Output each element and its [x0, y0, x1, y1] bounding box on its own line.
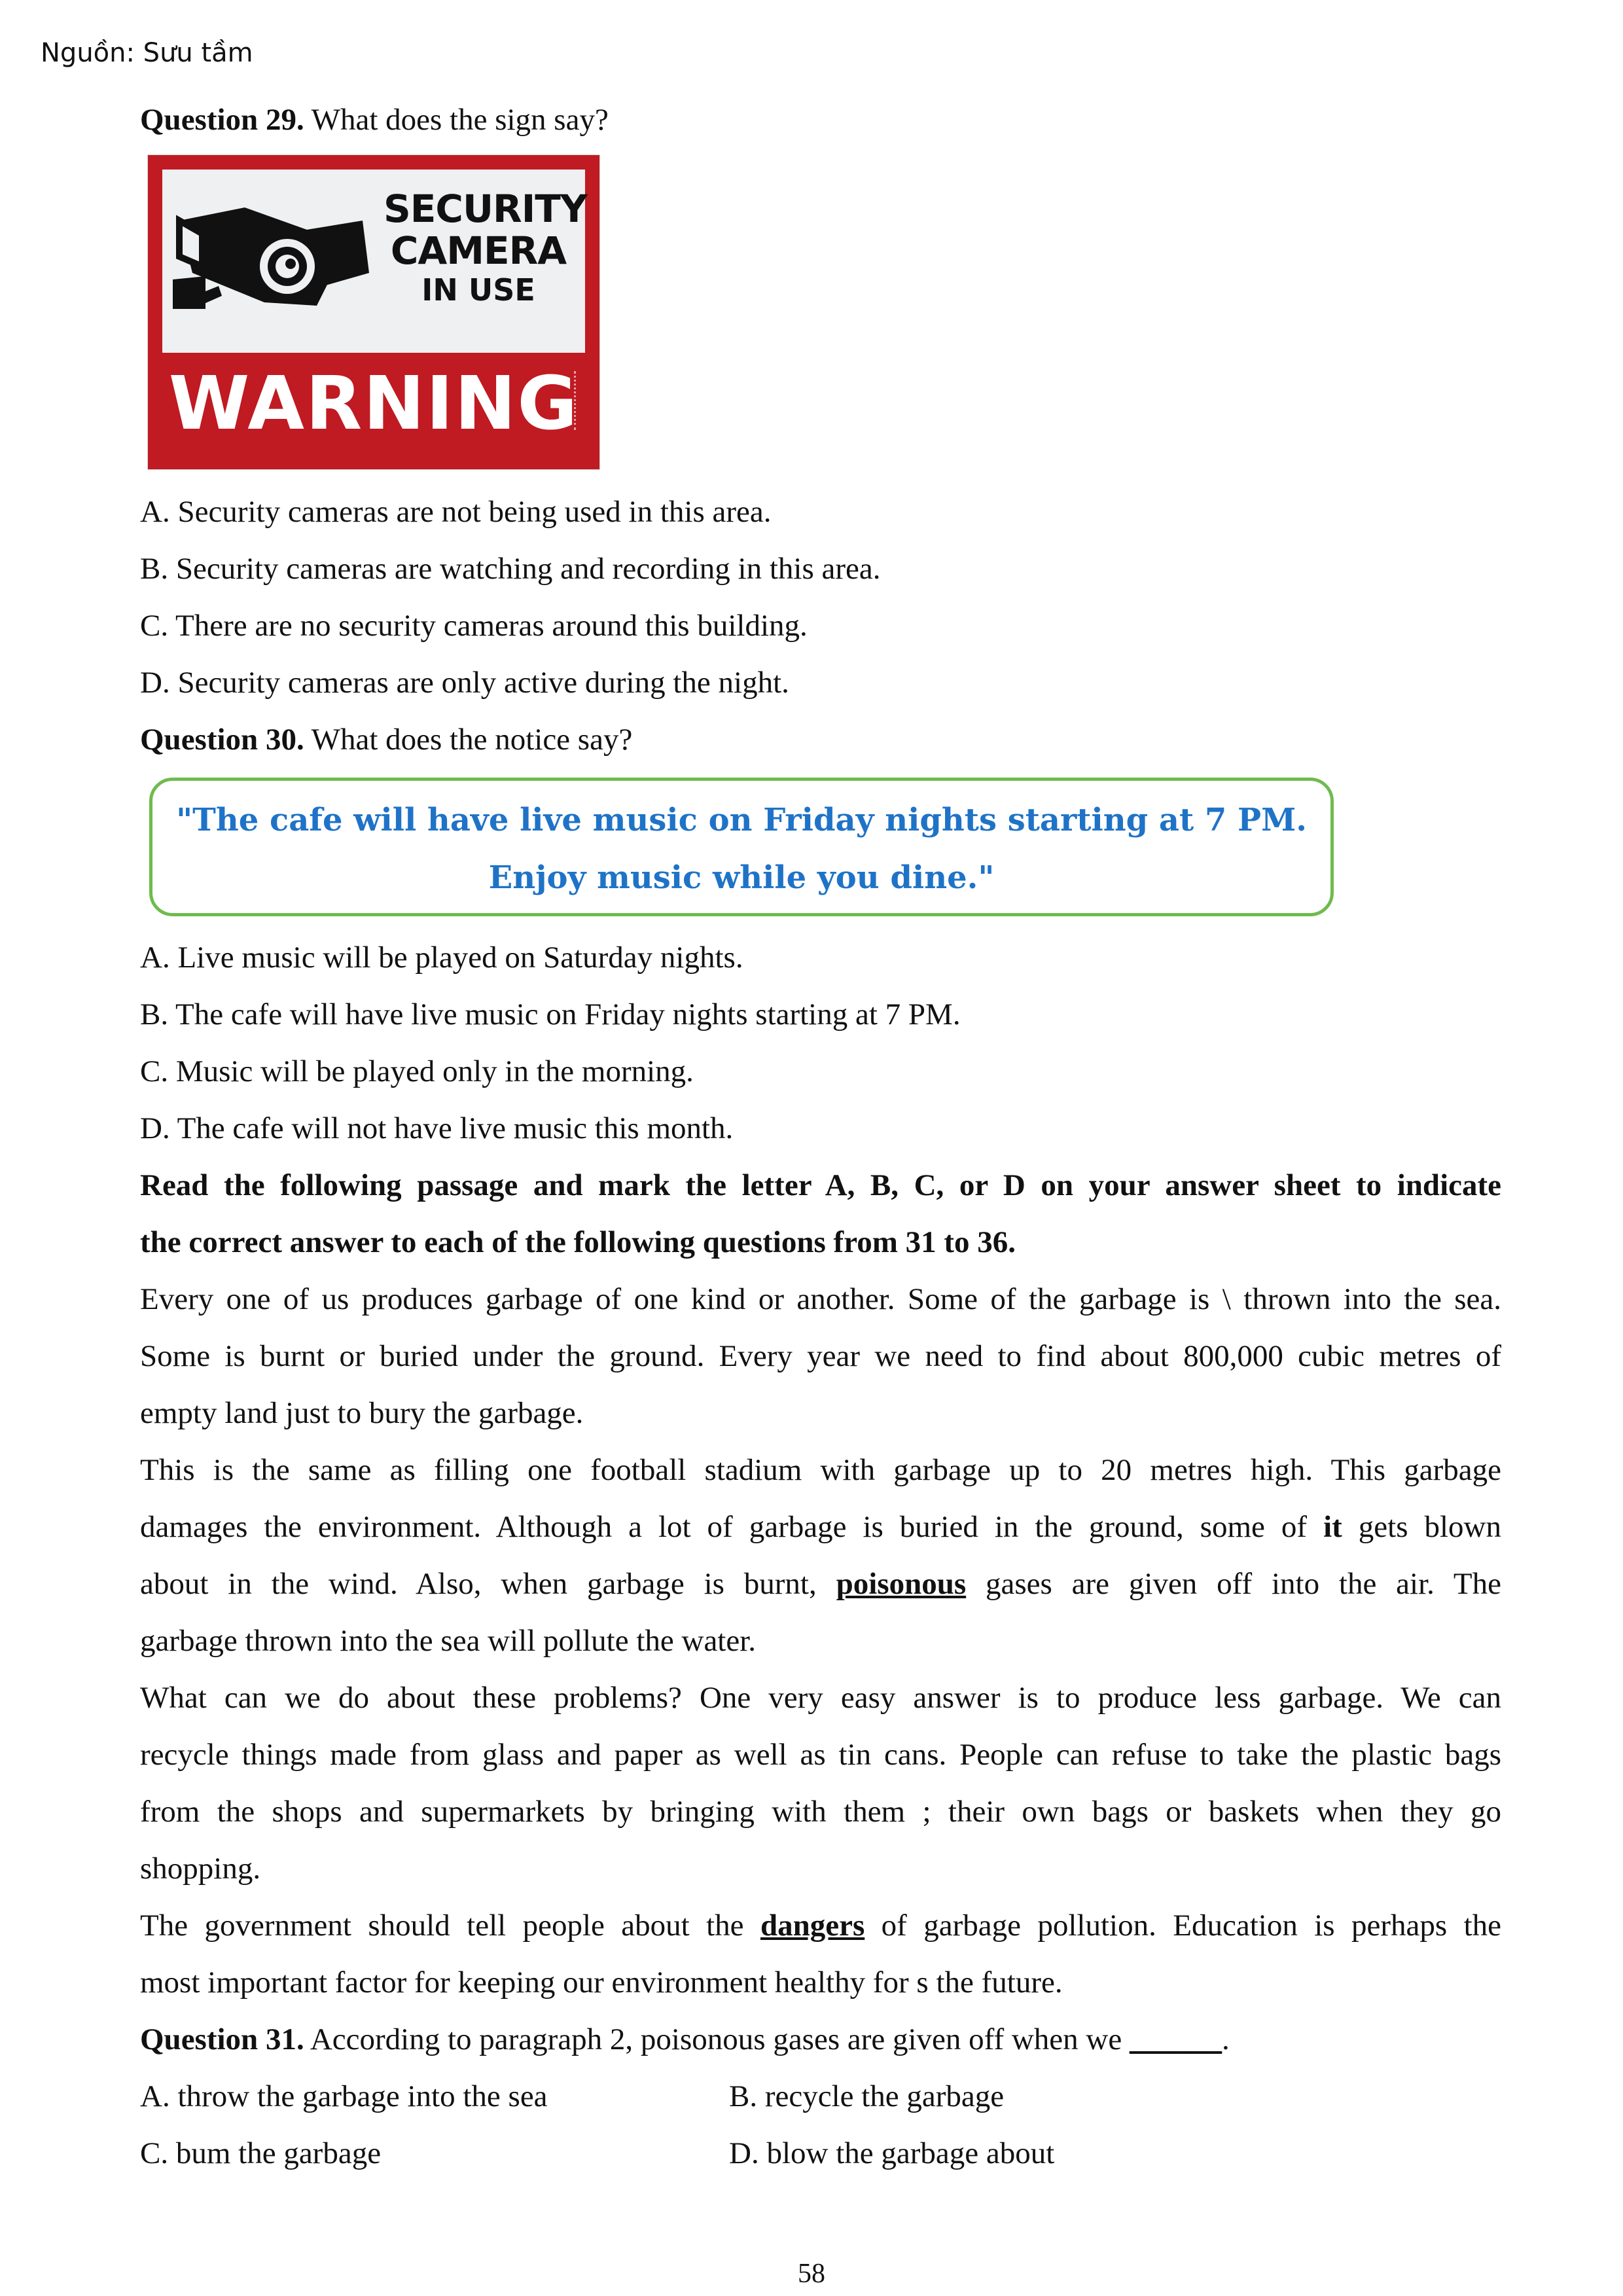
passage-p2-line-2: damages the environment. Although a lot of garbage is buried in the ground, some of it gets blown — [140, 1510, 1501, 1544]
page-content — [140, 92, 1501, 2182]
question-30 — [140, 711, 1501, 768]
question-31-label: Question 31. — [140, 2022, 304, 2056]
passage-p4-line-2: most important factor for keeping our environment healthy for s the future. — [140, 1965, 1063, 2000]
question-29-text: What does the sign say? — [304, 103, 609, 137]
q29-option-d[interactable]: D. Security cameras are only active during the night. — [140, 666, 789, 700]
q29-option-a[interactable]: A. Security cameras are not being used in this area. — [140, 495, 772, 529]
question-29 — [140, 92, 1501, 149]
question-30-label: Question 30. — [140, 723, 304, 757]
sign-line-in-use: IN USE — [421, 272, 535, 308]
passage-p3-line-2: recycle things made from glass and paper as well as tin cans. People can refuse to take the plastic bags — [140, 1738, 1501, 1772]
passage-p3-line-1: What can we do about these problems? One very easy answer is to produce less garbage. We can — [140, 1681, 1501, 1715]
highlight-dangers: dangers — [760, 1909, 865, 1943]
passage-p1-line-1: Every one of us produces garbage of one kind or another. Some of the garbage is \ thrown into the sea. — [140, 1282, 1501, 1316]
page-number: 58 — [798, 2259, 825, 2289]
highlight-poisonous: poisonous — [836, 1567, 967, 1601]
notice-line-1: "The cafe will have live music on Friday nights starting at 7 PM. — [176, 802, 1307, 838]
q29-option-c[interactable]: C. There are no security cameras around this building. — [140, 609, 808, 643]
q31-option-b[interactable]: B. recycle the garbage — [729, 2079, 1005, 2113]
q30-option-d[interactable]: D. The cafe will not have live music this month. — [140, 1111, 734, 1145]
answer-blank: ______ — [1129, 2022, 1222, 2056]
cafe-notice-box — [149, 778, 1334, 916]
passage-p1-line-2: Some is burnt or buried under the ground. Every year we need to find about 800,000 cubic metres of — [140, 1339, 1501, 1373]
security-camera-sign — [148, 155, 599, 469]
q31-option-c[interactable]: C. bum the garbage — [140, 2136, 382, 2170]
sign-warning-banner: WARNING — [162, 353, 585, 455]
q30-option-b[interactable]: B. The cafe will have live music on Friday nights starting at 7 PM. — [140, 997, 961, 1031]
q31-option-d[interactable]: D. blow the garbage about — [729, 2136, 1055, 2170]
notice-line-2: Enjoy music while you dine." — [488, 859, 995, 896]
q31-option-a[interactable]: A. throw the garbage into the sea — [140, 2079, 548, 2113]
security-camera-icon — [166, 194, 376, 325]
q31-options-row-1 — [140, 2068, 1501, 2125]
passage-p3-line-4: shopping. — [140, 1852, 261, 1886]
q30-option-c[interactable]: C. Music will be played only in the morning. — [140, 1054, 694, 1088]
q30-option-a[interactable]: A. Live music will be played on Saturday nights. — [140, 941, 743, 975]
passage-p2-line-1: This is the same as filling one football stadium with garbage up to 20 metres high. This garbage — [140, 1453, 1501, 1487]
sign-line-security: SECURITY — [383, 187, 587, 231]
passage-p2-line-3: about in the wind. Also, when garbage is burnt, poisonous gases are given off into the air. The — [140, 1567, 1501, 1601]
passage-p1-line-3: empty land just to bury the garbage. — [140, 1396, 584, 1430]
passage-p3-line-3: from the shops and supermarkets by bringing with them ; their own bags or baskets when they go — [140, 1795, 1501, 1829]
question-31: Question 31. According to paragraph 2, poisonous gases are given off when we ______. — [140, 2022, 1230, 2056]
source-label: Nguồn: Sưu tầm — [41, 38, 253, 68]
q29-option-b[interactable]: B. Security cameras are watching and recording in this area. — [140, 552, 881, 586]
sign-text — [383, 187, 587, 308]
passage-p4-line-1: The government should tell people about the dangers of garbage pollution. Education is perhaps the — [140, 1909, 1501, 1943]
q31-options-row-2 — [140, 2125, 1501, 2182]
instruction-line-1: Read the following passage and mark the letter A, B, C, or D on your answer sheet to indicate — [140, 1168, 1501, 1202]
question-30-text: What does the notice say? — [304, 723, 633, 757]
highlight-it: it — [1323, 1510, 1342, 1544]
sign-line-camera: CAMERA — [390, 228, 567, 273]
question-29-label: Question 29. — [140, 103, 304, 137]
instruction-line-2: the correct answer to each of the following questions from 31 to 36. — [140, 1225, 1016, 1259]
passage-p2-line-4: garbage thrown into the sea will pollute the water. — [140, 1624, 757, 1658]
